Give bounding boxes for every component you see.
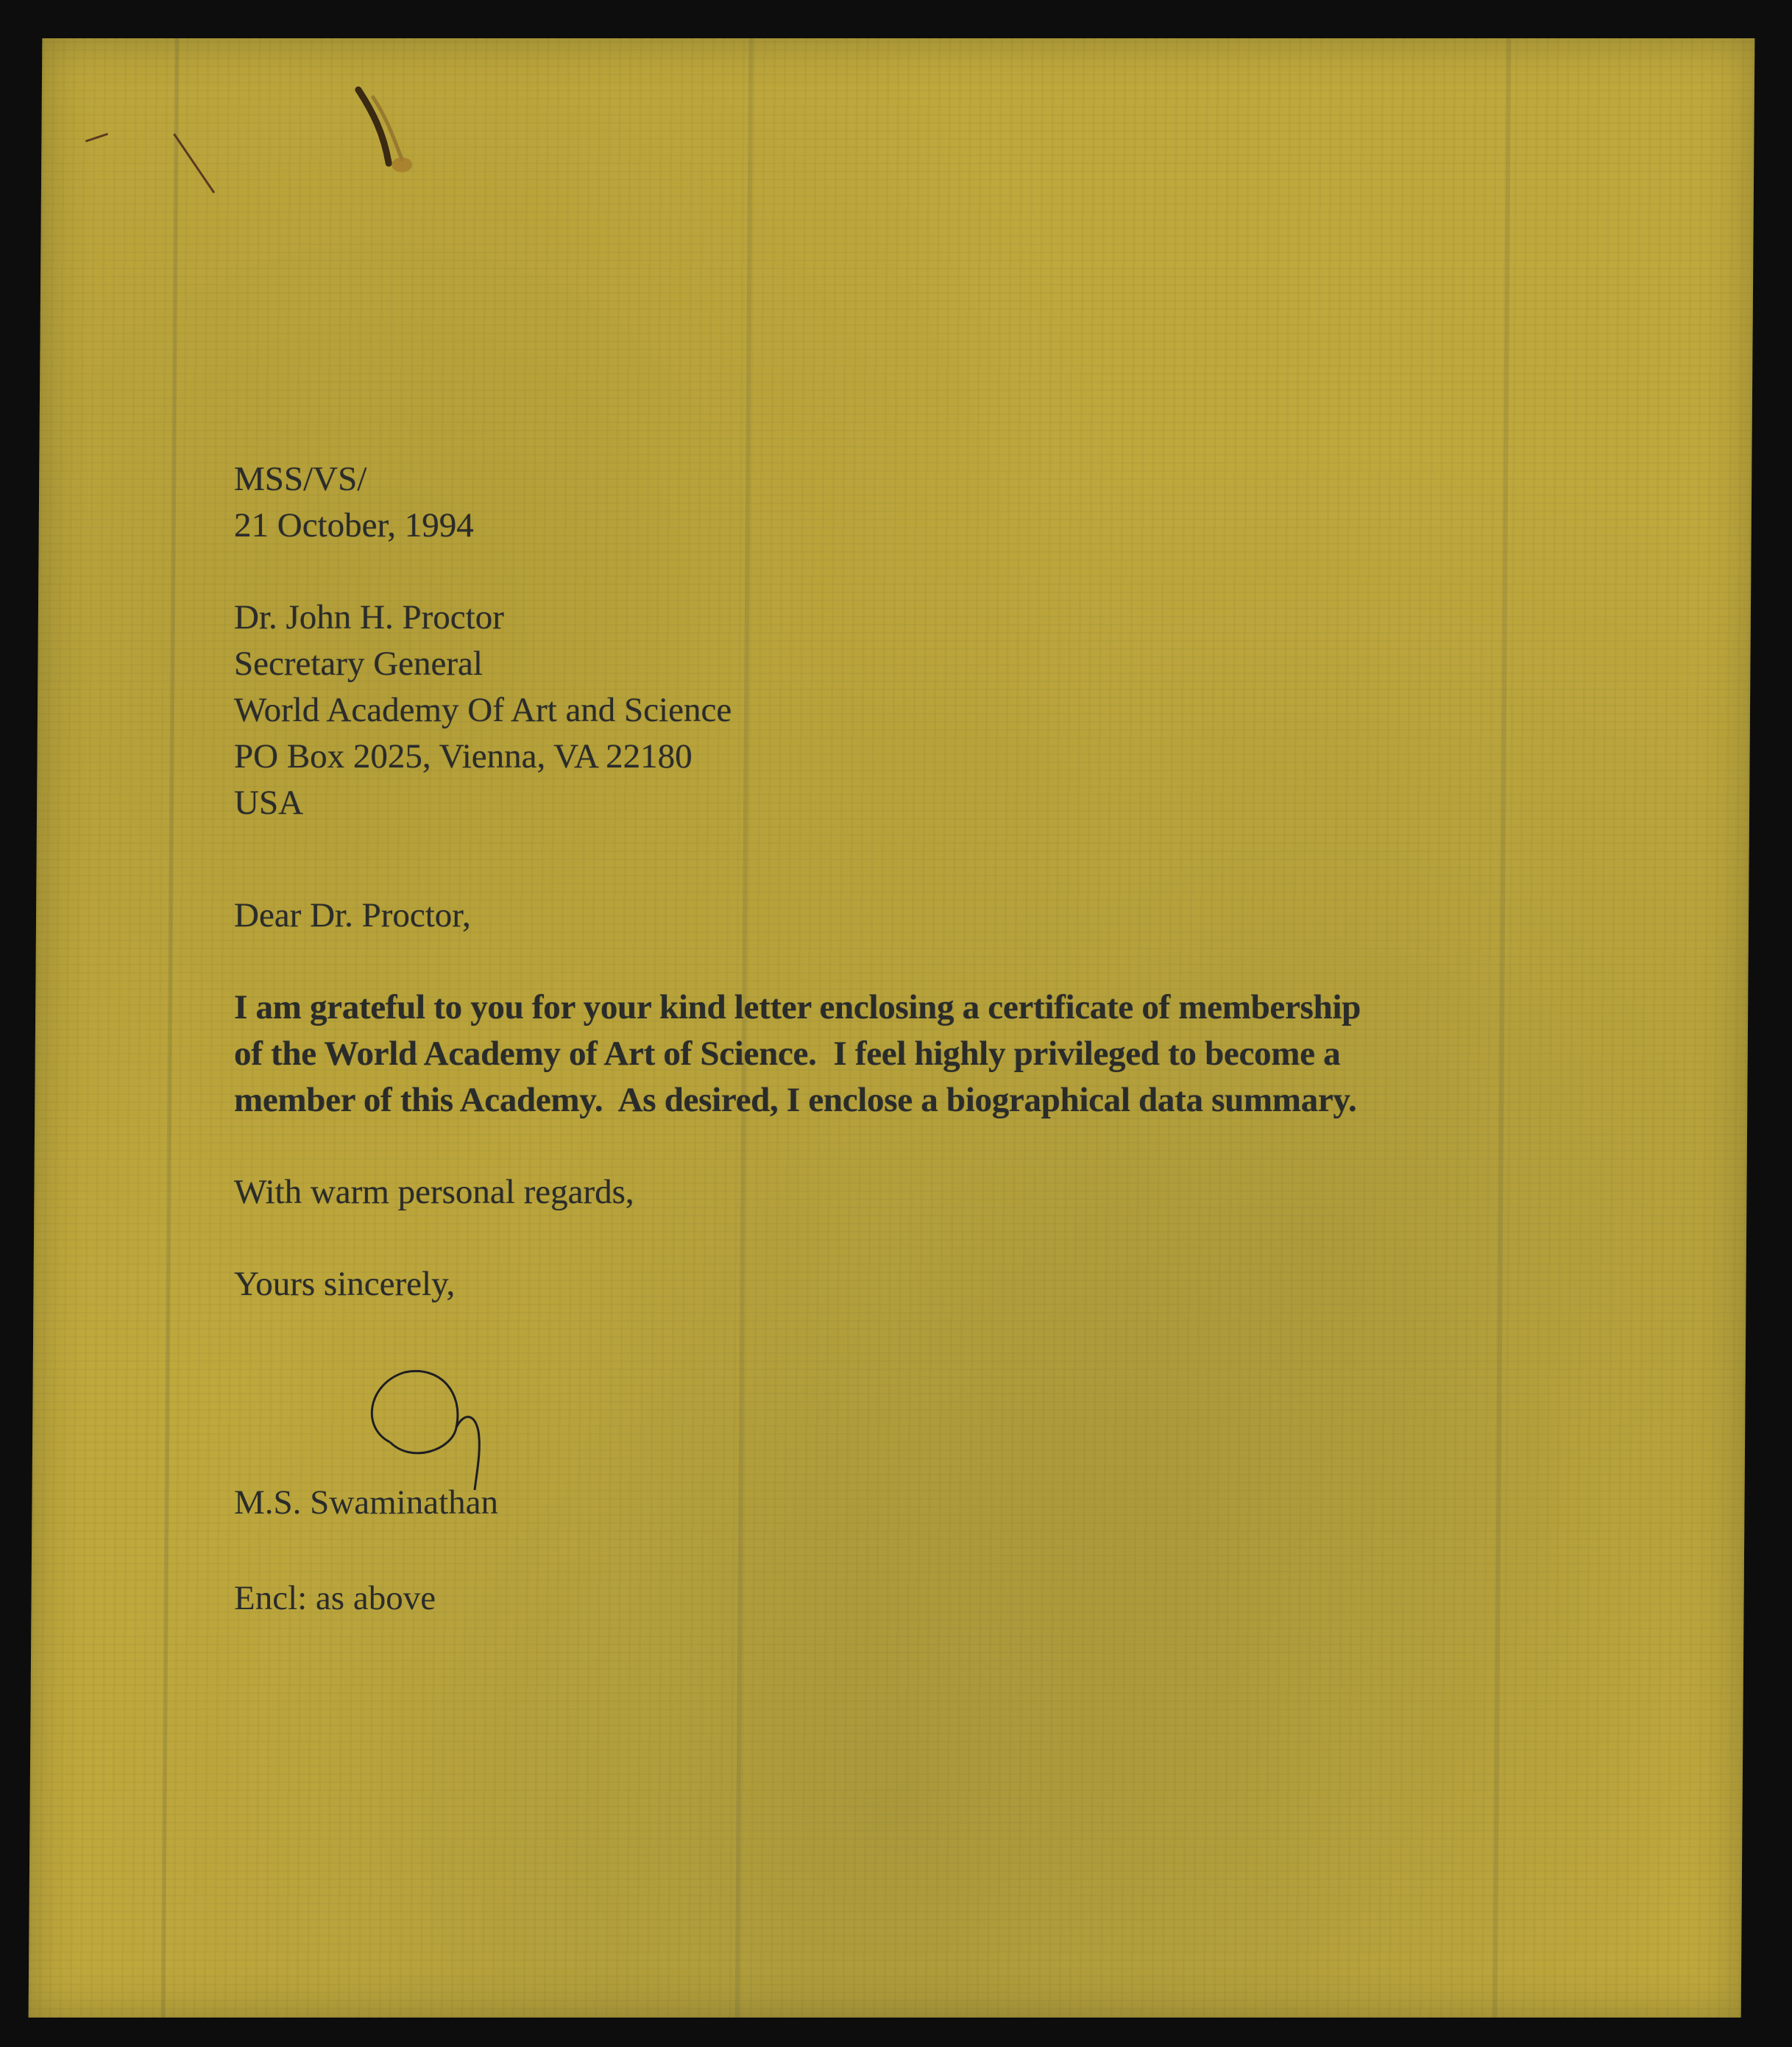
letter-body — [234, 456, 1522, 1308]
recipient-organization: World Academy Of Art and Science — [234, 691, 732, 729]
closing-line: Yours sincerely, — [234, 1265, 456, 1303]
scratch-mark — [78, 127, 226, 215]
paper-fold — [161, 38, 180, 2018]
enclosure-note: Encl: as above — [234, 1579, 436, 1617]
handwritten-signature — [346, 1361, 508, 1501]
staple-mark — [343, 82, 432, 185]
body-line: of the World Academy of Art of Science. I feel highly privileged to become a — [234, 1035, 1341, 1073]
regards-line: With warm personal regards, — [234, 1173, 634, 1211]
recipient-name: Dr. John H. Proctor — [234, 598, 504, 636]
salutation: Dear Dr. Proctor, — [234, 896, 471, 934]
recipient-country: USA — [234, 784, 304, 822]
salutation-block — [234, 893, 1522, 939]
reference-code: MSS/VS/ — [234, 460, 367, 498]
recipient-address — [234, 595, 1522, 826]
regards-block — [234, 1169, 1522, 1216]
recipient-street-address: PO Box 2025, Vienna, VA 22180 — [234, 737, 693, 776]
body-line: I am grateful to you for your kind letter enclosing a certificate of membership — [234, 988, 1361, 1026]
recipient-title: Secretary General — [234, 645, 483, 683]
sender-name: M.S. Swaminathan — [234, 1483, 499, 1522]
letter-date: 21 October, 1994 — [234, 506, 474, 544]
body-paragraph — [234, 985, 1522, 1124]
body-line: member of this Academy. As desired, I enclose a biographical data summary. — [234, 1081, 1357, 1119]
reference-block — [234, 456, 1522, 549]
closing-block — [234, 1261, 1522, 1308]
